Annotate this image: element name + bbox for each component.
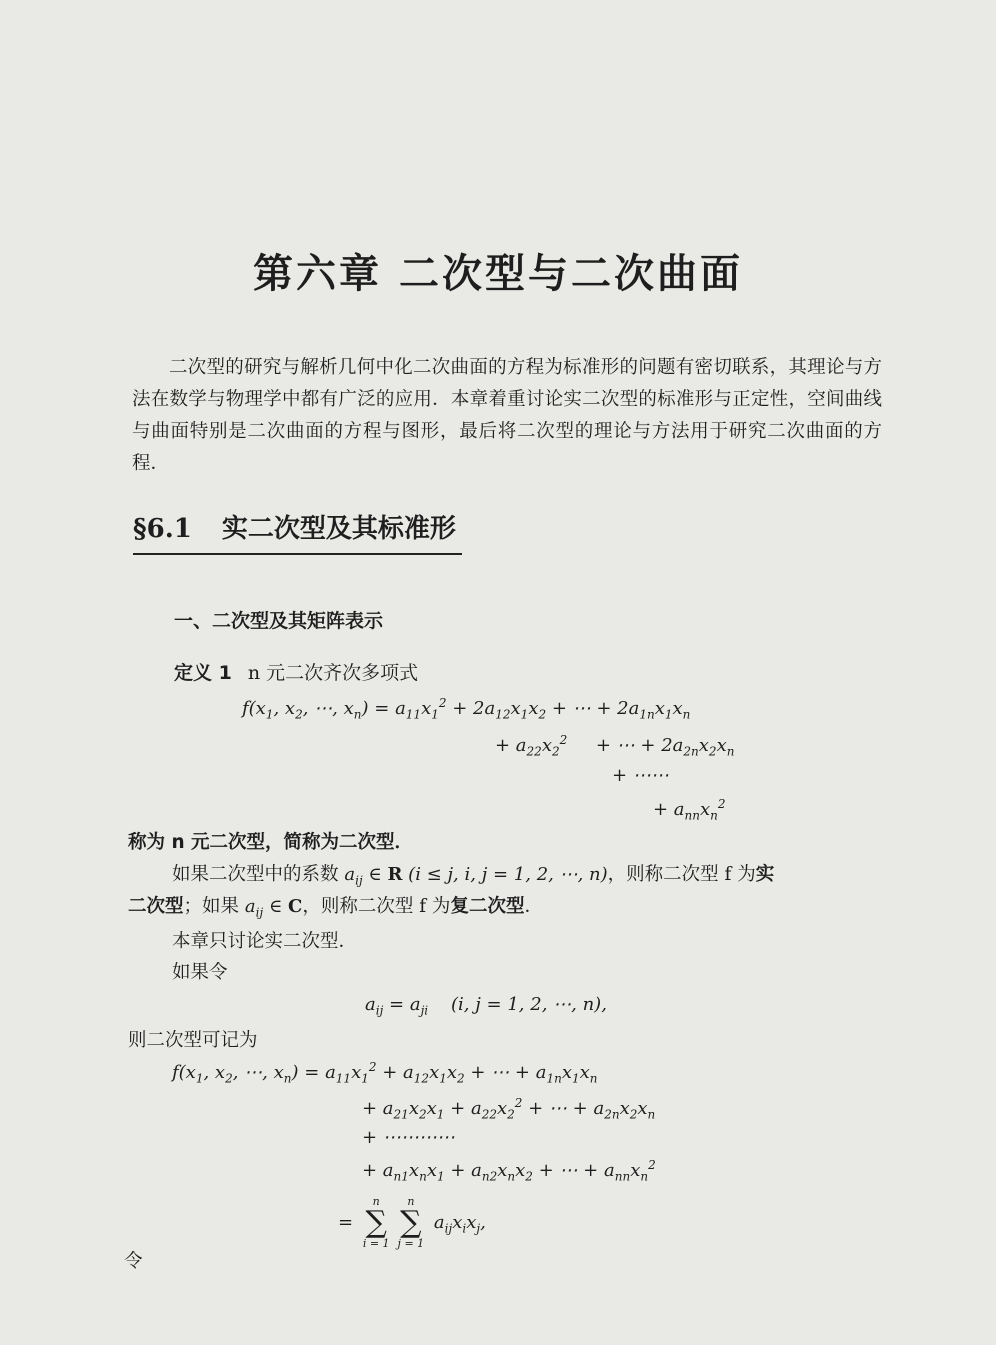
coef-middle: ，则称二次型 f 为 <box>607 864 756 885</box>
equation-2-sum: = n ∑ i = 1 n ∑ j = 1 $a_{ij}x_ix_j$, <box>338 1195 486 1250</box>
complex-line: 二次型；如果 $a_{ij}$ ∈ C，则称二次型 f 为复二次型． <box>128 896 543 920</box>
coef-line <box>172 860 774 888</box>
equation-1-line-4: + $a_{nn}x_n^2$ <box>653 797 726 823</box>
intro-paragraph-block <box>132 352 882 480</box>
section-title: 实二次型及其标准形 <box>221 514 456 544</box>
intro-paragraph: 二次型的研究与解析几何中化二次曲面的方程为标准形的问题有密切联系，其理论与方法在数学与物理学中都有广泛的应用．本章着重讨论实二次型的标准形与正定性，空间曲线与曲面特别是二次曲面的方程与图形，最后将二次型的理论与方法用于研究二次曲面的方程． <box>132 357 882 474</box>
called-text: 称为 n 元二次型，简称为二次型． <box>128 832 414 853</box>
equation-1-line-2: + $a_{22}x_2^2$ + ⋯ + $2a_{2n}x_2x_n$ <box>495 733 735 759</box>
definition-label: 定义 1 <box>174 662 232 684</box>
sum-i: n ∑ i = 1 <box>362 1195 390 1250</box>
equation-2-line-2: + $a_{21}x_2x_1 + a_{22}x_2^2$ + ⋯ + $a_{2n}x_2x_n$ <box>362 1096 656 1122</box>
chapter-title: 第六章 二次型与二次曲面 <box>253 251 743 297</box>
equation-2-line-3: + ⋯⋯⋯⋯ <box>362 1127 455 1148</box>
subsection-title: 一、二次型及其矩阵表示 <box>174 610 384 632</box>
definition-text: n 元二次齐次多项式 <box>247 662 419 684</box>
real-qf-term-rest: 二次型 <box>128 896 184 917</box>
real-qf-term-part: 实 <box>755 864 775 885</box>
let-text: 如果令 <box>172 962 228 983</box>
section-heading <box>133 508 462 555</box>
sum-j: n ∑ j = 1 <box>397 1195 425 1250</box>
symmetry-equation: $a_{ij} = a_{ji}$ (i, j = 1, 2, ⋯, n), <box>365 994 607 1018</box>
if-c-text: ；如果 <box>183 896 240 917</box>
equation-1-line-3: + ⋯⋯ <box>612 765 669 786</box>
equation-2-line-1: $f(x_1$, $x_2$, ⋯, $x_n) = a_{11}x_1^2 + a_{12}x_1x_2$ + ⋯ + $a_{1n}x_1x_n$ <box>172 1060 598 1086</box>
ling-text: 令 <box>124 1251 143 1272</box>
then-written-text: 则二次型可记为 <box>128 1030 258 1051</box>
coef-prefix: 如果二次型中的系数 <box>172 864 339 885</box>
equation-2-line-4: + $a_{n1}x_nx_1 + a_{n2}x_nx_2$ + ⋯ + $a_{nn}x_n^2$ <box>362 1158 656 1184</box>
only-real-text: 本章只讨论实二次型． <box>172 931 358 952</box>
equation-1-line-1: $f(x_1$, $x_2$, ⋯, $x_n) = a_{11}x_1^2 + 2a_{12}x_1x_2$ + ⋯ + $2a_{1n}x_1x_n$ <box>242 696 691 722</box>
complex-condition: $a_{ij}$ ∈ C <box>244 896 303 920</box>
then-text: ，则称二次型 f 为 <box>302 896 451 917</box>
section-number: §6.1 <box>133 514 192 544</box>
definition-line <box>174 658 418 685</box>
complex-qf-term: 复二次型 <box>450 896 525 917</box>
coef-condition: $a_{ij}$ ∈ R (i ≤ j, i, j = 1, 2, ⋯, n) <box>344 864 608 888</box>
